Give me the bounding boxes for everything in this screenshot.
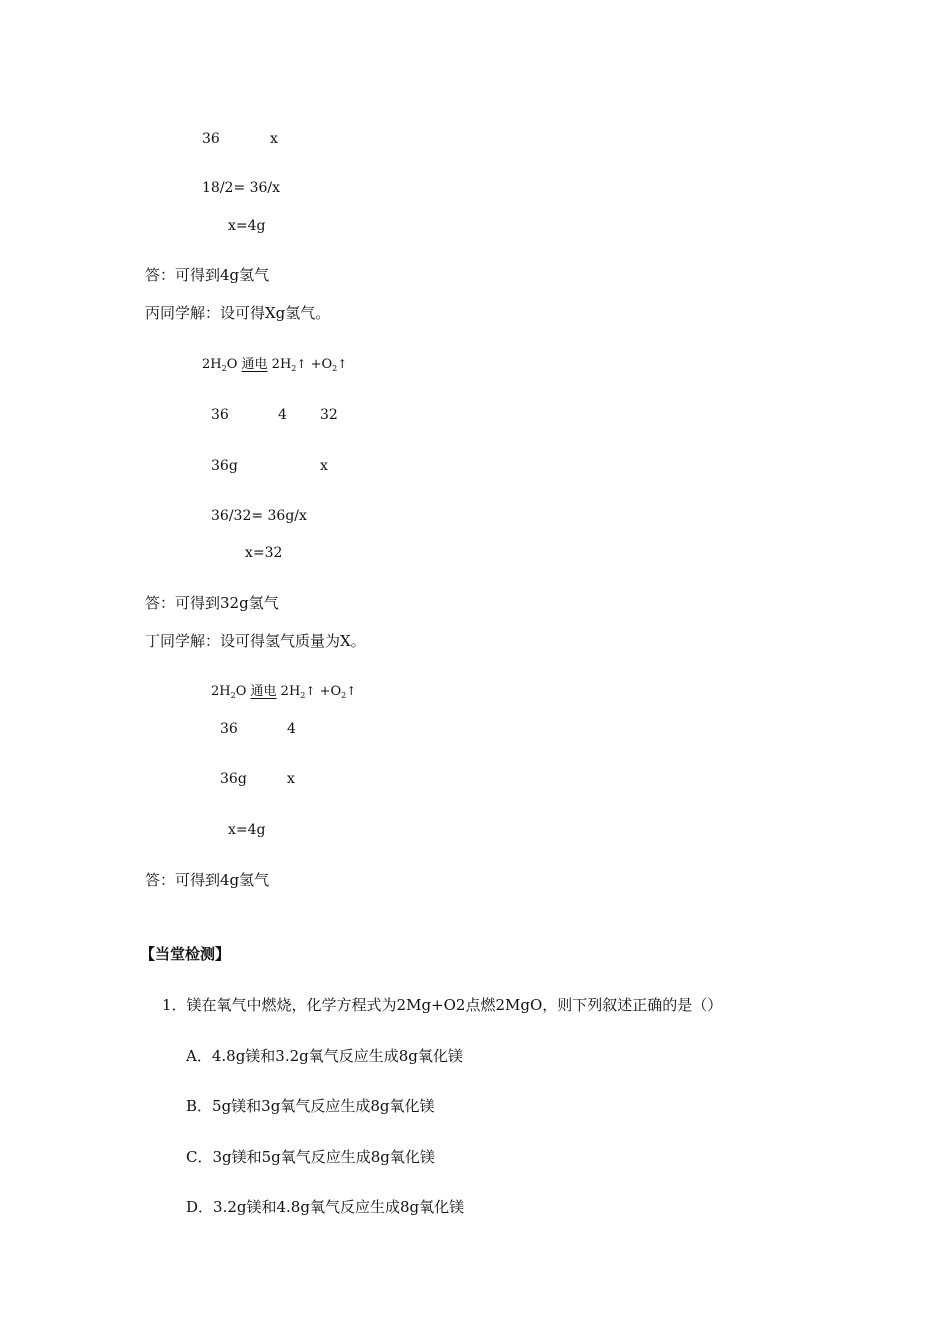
c-row-mass-x: x [320,458,328,474]
b-ratio: 18/2= 36/x [202,180,281,196]
c-eq-product1-sub: 2 [291,364,297,373]
c-eq-lhs-end: O [226,357,238,372]
d-row-rel-4: 4 [287,721,296,737]
d-intro: 丁同学解：设可得氢气质量为X。 [145,632,366,650]
d-eq-lhs-sub: 2 [230,691,236,700]
d-eq-arrow1: ↑ [305,684,316,698]
c-row-rel-4: 4 [278,407,287,423]
c-eq-lhs: 2H [202,357,222,372]
c-eq-lhs-sub: 2 [221,364,227,373]
c-row-rel-32: 32 [320,407,338,423]
c-answer: 答：可得到32g氢气 [145,594,279,612]
d-row-mass-36g: 36g [220,771,247,787]
d-eq-product2: +O [319,684,342,699]
c-eq-product2: +O [310,357,333,372]
d-row-mass-x: x [287,771,295,787]
c-eq-arrow2: ↑ [337,357,348,371]
b-answer: 答：可得到4g氢气 [145,266,270,284]
c-ratio: 36/32= 36g/x [211,508,307,524]
section-heading: 【当堂检测】 [140,945,231,963]
option-a: A．4.8g镁和3.2g氧气反应生成8g氧化镁 [186,1047,463,1065]
c-row-rel-36: 36 [211,407,229,423]
c-equation [202,354,347,379]
d-eq-lhs: 2H [211,684,231,699]
d-equation [211,681,356,706]
c-result: x=32 [245,545,283,561]
d-eq-arrow2: ↑ [346,684,357,698]
c-eq-condition: 通电 [241,357,268,372]
c-intro: 丙同学解：设可得Xg氢气。 [145,304,331,322]
d-result: x=4g [228,822,266,838]
c-eq-arrow1: ↑ [296,357,307,371]
d-eq-condition: 通电 [250,684,277,699]
d-eq-product2-sub: 2 [341,691,347,700]
c-row-mass-36g: 36g [211,458,238,474]
b-row-mass-x: x [270,131,278,147]
d-eq-product1-sub: 2 [300,691,306,700]
b-row-mass-36: 36 [202,131,220,147]
d-row-rel-36: 36 [220,721,238,737]
c-eq-product2-sub: 2 [332,364,338,373]
d-eq-lhs-end: O [235,684,247,699]
d-answer: 答：可得到4g氢气 [145,871,270,889]
option-c: C．3g镁和5g氧气反应生成8g氧化镁 [186,1148,435,1166]
b-result: x=4g [228,218,266,234]
d-eq-product1: 2H [280,684,301,699]
option-b: B．5g镁和3g氧气反应生成8g氧化镁 [186,1097,435,1115]
c-eq-product1: 2H [271,357,292,372]
option-d: D．3.2g镁和4.8g氧气反应生成8g氧化镁 [186,1198,465,1216]
question-1: 1．镁在氧气中燃烧，化学方程式为2Mg+O2点燃2MgO，则下列叙述正确的是（） [162,996,723,1014]
